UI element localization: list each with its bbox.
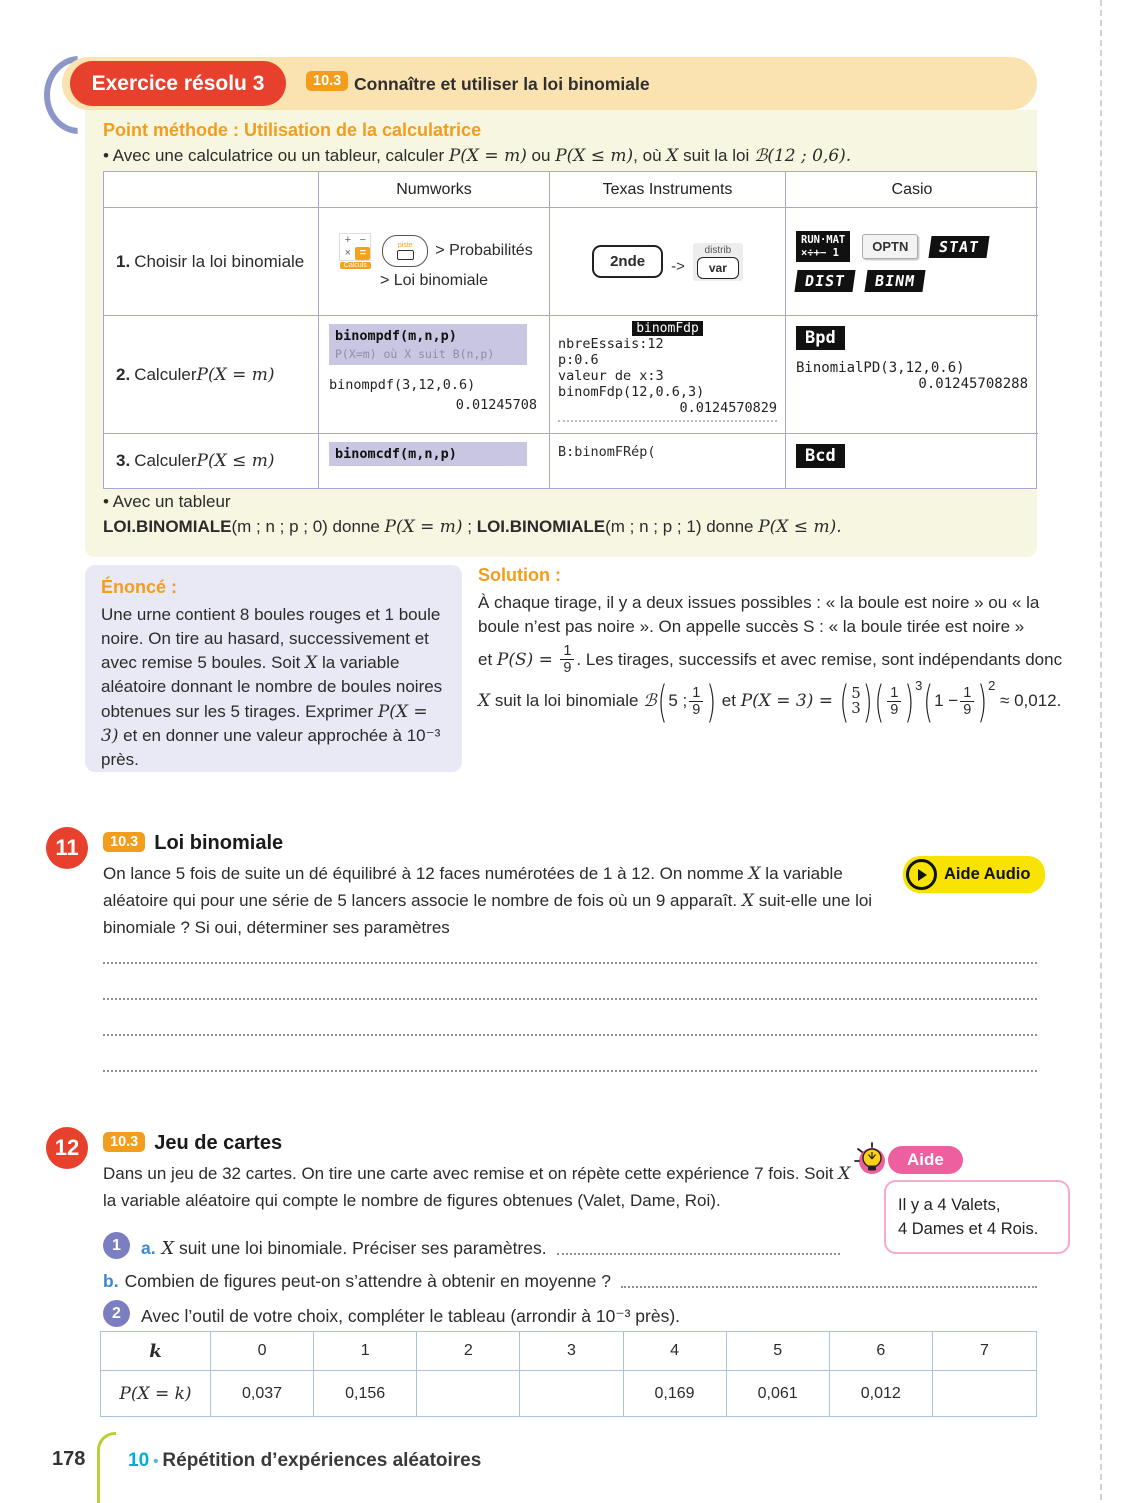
casio-bcd-badge: Bcd [796, 444, 845, 468]
solution-formula [478, 676, 1062, 727]
formula-math: P(X = 3) = [740, 691, 839, 712]
toolbox-box-glyph [397, 250, 414, 260]
enonce-text [101, 603, 446, 772]
play-triangle [918, 869, 927, 881]
fraction-1-9 [960, 685, 974, 718]
ex11-math: X [741, 890, 754, 911]
big-paren: ) [977, 676, 988, 727]
header-title: Connaître et utiliser la loi binomiale [354, 74, 650, 94]
formula-arg: 5 ; [668, 691, 688, 711]
p-value-cell: 0,037 [211, 1371, 314, 1416]
k-value-cell: 0 [211, 1332, 314, 1371]
k-header-cell: k [101, 1332, 211, 1371]
solution-paragraph-1: À chaque tirage, il y a deux issues possibles : « la boule est noire » ou « la boule n’est pas noire ». On appelle succès S : « la boule tirée est noire » [478, 593, 1040, 637]
question-b-text: Combien de figures peut-on s’attendre à obtenir en moyenne ? [124, 1271, 611, 1291]
spreadsheet-note-title: • Avec un tableur [103, 492, 231, 511]
exercise-11-title: Loi binomiale [154, 832, 284, 854]
big-paren: ) [862, 676, 873, 727]
probability-table [100, 1331, 1037, 1417]
solution-paragraph-2 [478, 643, 1063, 677]
big-paren: ( [657, 676, 668, 727]
row2-text: Calculer [134, 364, 197, 384]
intro-text: ou [526, 146, 556, 165]
intro-math: ℬ(12 ; 0,6). [753, 146, 852, 166]
exercise-12-text [103, 1161, 851, 1215]
row3-numworks-cell [319, 434, 550, 488]
row2-number: 2. [116, 364, 131, 384]
k-value-cell: 5 [727, 1332, 830, 1371]
row1-label [104, 208, 319, 316]
binom-bottom: 3 [851, 699, 861, 718]
fraction-1-9 [887, 685, 901, 718]
answer-line [103, 998, 1037, 1000]
exponent-2: 2 [988, 677, 996, 693]
enonce-seg: Une urne contient 8 boules rouges et 1 boule noire. On tire au hasard, successivement et avec remise 5 boules. Soit [101, 605, 441, 673]
answer-dotted-fill [557, 1253, 840, 1255]
casio-line-2 [796, 270, 1038, 292]
intro-text: , où [633, 146, 667, 165]
formula-text: (m ; n ; p ; 1) donne [605, 517, 759, 536]
ti-var-key-group [693, 243, 743, 281]
numworks-menu-path-1: > Probabilités [435, 242, 533, 259]
big-paren: ( [923, 676, 934, 727]
question-1-number: 1 [103, 1232, 130, 1259]
separator-dot: • [153, 1453, 159, 1470]
row3-math: P(X ≤ m) [196, 451, 275, 471]
k-value-cell: 6 [830, 1332, 933, 1371]
question-a-math: X [161, 1239, 175, 1259]
casio-stat-tab: STAT [929, 236, 990, 258]
casio-line-1 [796, 231, 1038, 262]
row1-number: 1. [116, 251, 131, 271]
formula-x: X [478, 691, 491, 712]
page-cut-dashed-line [1100, 0, 1102, 1500]
ti-screen-line: p:0.6 [558, 352, 599, 369]
ti-screen-title [558, 321, 777, 336]
answer-line [103, 1034, 1037, 1036]
formula-text: 1 − [934, 691, 959, 711]
formula-math: P(X = m) [384, 517, 463, 537]
enonce-seg: et en donner une valeur approchée à 10⁻³ près. [101, 725, 441, 769]
frac-num: 1 [689, 685, 703, 702]
row3-casio-cell [786, 434, 1038, 488]
question-1a-row [103, 1232, 840, 1259]
frac-num: 1 [960, 685, 974, 702]
k-value-cell: 7 [933, 1332, 1036, 1371]
lesson-badge: 10.3 [306, 71, 348, 91]
ti-distrib-label: distrib [704, 244, 732, 256]
p-label-cell: P(X = k) [101, 1371, 211, 1416]
formula-text: ; [462, 517, 477, 536]
table-header-empty [104, 172, 319, 208]
row1-text: Choisir la loi binomiale [134, 251, 305, 271]
equals-glyph: = [355, 247, 370, 260]
answer-line [103, 1070, 1037, 1072]
big-paren: ) [904, 676, 915, 727]
exercise-11-text [103, 861, 885, 942]
formula-result: ≈ 0,012. [995, 691, 1062, 711]
ex11-seg: suit-elle une loi binomiale ? Si oui, déterminer ses paramètres [103, 890, 873, 937]
frac-num: 1 [560, 643, 574, 660]
ti-screen-divider [558, 420, 777, 422]
exercise-11-number: 11 [46, 827, 88, 869]
formula-math: P(X ≤ m). [758, 517, 842, 537]
script-b: ℬ [643, 691, 657, 712]
ti-var-key: var [697, 257, 739, 279]
arrow-glyph: -> [671, 258, 685, 275]
casio-command: BinomialPD(3,12,0.6) [796, 360, 965, 376]
sol-text: et [478, 649, 497, 669]
ex12-seg: la variable aléatoire qui compte le nombre de figures obtenues (Valet, Dame, Roi). [103, 1190, 721, 1210]
intro-math: P(X = m) [448, 146, 527, 166]
exercise-resolved-pill [70, 61, 286, 106]
exercise-12-title: Jeu de cartes [154, 1132, 283, 1154]
calcs-app-label: Calculs [340, 262, 371, 269]
big-paren: ( [874, 676, 885, 727]
p-value-cell-empty [417, 1371, 520, 1416]
numworks-menu-path-2: > Loi binomiale [379, 272, 489, 289]
binomial-coefficient [851, 683, 861, 718]
row2-math: P(X = m) [196, 364, 275, 385]
aide-audio-button[interactable] [903, 856, 1045, 893]
footer-curve-line [97, 1432, 116, 1503]
lesson-badge: 10.3 [103, 832, 145, 852]
fraction-1-9 [689, 685, 703, 718]
frac-den: 9 [963, 701, 972, 718]
ti-screen-line: valeur de x:3 [558, 368, 664, 385]
plus-glyph: + [344, 234, 352, 246]
formula-text: suit la loi binomiale [490, 691, 644, 711]
ti-screen-line: binomFdp(12,0.6,3) [558, 384, 705, 401]
aide-label-pill: Aide [888, 1146, 963, 1174]
footer-chapter-title [128, 1450, 481, 1472]
table-header-ti: Texas Instruments [550, 172, 786, 208]
enonce-math: P(X = 3) [101, 701, 428, 746]
aide-hint-box [884, 1180, 1070, 1254]
numworks-steps [335, 233, 532, 269]
chapter-title: Répétition d’expériences aléatoires [162, 1450, 482, 1471]
binomfdp-title: binomFdp [632, 321, 703, 336]
row1-ti-cell [550, 208, 786, 316]
intro-math: P(X ≤ m) [555, 146, 634, 166]
numworks-highlight [329, 324, 527, 365]
casio-result: 0.01245708288 [918, 376, 1028, 392]
question-b-label: b. [103, 1271, 119, 1291]
answer-line [103, 962, 1037, 964]
exercise-12-number: 12 [46, 1127, 88, 1169]
row2-casio-cell [786, 316, 1038, 434]
ex11-seg: la variable aléatoire qui pour une série de 5 lancers associe le nombre de fois où un 9 apparaît. [103, 864, 843, 910]
row2-label [104, 316, 319, 434]
table-header-numworks: Numworks [319, 172, 550, 208]
k-value-cell: 2 [417, 1332, 520, 1371]
binompdf-hint: P(X=m) où X suit B(n,p) [335, 347, 495, 361]
row3-number: 3. [116, 451, 131, 470]
casio-optn-key: OPTN [862, 234, 918, 259]
exponent-3: 3 [915, 677, 923, 693]
row3-text: Calculer [134, 451, 197, 470]
aide-hint-line: 4 Dames et 4 Rois. [898, 1219, 1039, 1238]
numworks-calcs-app-icon [335, 233, 375, 269]
page-number: 178 [52, 1448, 86, 1470]
method-title: Point méthode : Utilisation de la calculatrice [103, 120, 482, 140]
intro-text: suit la loi [678, 146, 754, 165]
intro-math: X [666, 146, 679, 166]
casio-runmat-icon [796, 231, 850, 262]
frac-num: 1 [887, 685, 901, 702]
casio-bpd-badge: Bpd [796, 326, 845, 350]
ti-2nde-key: 2nde [592, 245, 663, 278]
loi-binomiale-bold: LOI.BINOMIALE [103, 517, 232, 536]
calc-grid-icon [339, 233, 371, 261]
question-2-text: Avec l’outil de votre choix, compléter le tableau (arrondir à 10⁻³ près). [141, 1306, 681, 1326]
frac-den: 9 [692, 701, 701, 718]
k-value-cell: 4 [624, 1332, 727, 1371]
lightbulb-svg [851, 1138, 893, 1180]
p-value-cell-empty [520, 1371, 623, 1416]
sol-text: . Les tirages, successifs et avec remise, sont indépendants donc [576, 649, 1063, 669]
lesson-badge: 10.3 [103, 1132, 145, 1152]
question-2-number: 2 [103, 1300, 130, 1327]
runmat-label: RUN·MAT [801, 233, 846, 246]
casio-binm-tab: BINM [865, 270, 926, 292]
solution-block [478, 565, 1063, 727]
frac-den: 9 [890, 701, 899, 718]
question-a-label: a. [141, 1238, 156, 1258]
toolbox-key-label: piste [397, 242, 413, 250]
exercise-resolved-label: Exercice résolu 3 [91, 71, 265, 95]
formula-text: et [717, 691, 741, 711]
sol-math: P(S) = [496, 649, 559, 670]
solution-title: Solution : [478, 565, 561, 585]
k-value-cell: 3 [520, 1332, 623, 1371]
enonce-box [85, 565, 462, 772]
question-2-row [103, 1300, 680, 1327]
binompdf-signature: binompdf(m,n,p) [335, 328, 457, 344]
big-paren: ( [839, 676, 850, 727]
formula-text: (m ; n ; p ; 0) donne [231, 517, 385, 536]
intro-text: • Avec une calculatrice ou un tableur, calculer [103, 146, 449, 165]
row3-ti-cell [550, 434, 786, 488]
exercise-12-header [103, 1132, 282, 1155]
method-intro [103, 146, 851, 166]
binomfrep-command: B:binomFRép( [558, 444, 656, 460]
calculator-table [103, 171, 1037, 489]
row3-label [104, 434, 319, 488]
question-1b-row [103, 1271, 1037, 1292]
loi-binomiale-bold: LOI.BINOMIALE [476, 517, 606, 536]
times-glyph: × [344, 247, 352, 259]
fraction-1-9 [560, 643, 574, 676]
binompdf-result: 0.01245708 [455, 397, 537, 413]
table-header-casio: Casio [786, 172, 1038, 208]
chapter-number: 10 [128, 1450, 150, 1471]
numworks-highlight [329, 442, 527, 466]
row1-numworks-cell [319, 208, 550, 316]
enonce-title: Énoncé : [101, 577, 178, 597]
p-value-cell: 0,061 [727, 1371, 830, 1416]
enonce-seg: la variable aléatoire donnant le nombre de boules noires obtenues sur les 5 tirages. Exprimer [101, 653, 443, 721]
ti-result: 0.0124570829 [679, 400, 777, 417]
binompdf-command: binompdf(3,12,0.6) [329, 377, 476, 393]
row1-casio-cell [786, 208, 1038, 316]
casio-dist-tab: DIST [794, 270, 855, 292]
p-value-cell-empty [933, 1371, 1036, 1416]
aide-audio-label: Aide Audio [944, 865, 1031, 883]
enonce-math: X [305, 653, 318, 674]
runmat-keys: ×÷+− 1 [801, 246, 839, 259]
p-value-cell: 0,169 [624, 1371, 727, 1416]
play-icon [906, 859, 937, 890]
spreadsheet-note-formula [103, 517, 842, 537]
binomcdf-signature: binomcdf(m,n,p) [335, 446, 457, 462]
exercise-11-header [103, 832, 283, 855]
p-value-cell: 0,012 [830, 1371, 933, 1416]
aide-hint-line: Il y a 4 Valets, [898, 1196, 1001, 1214]
row2-numworks-cell [319, 316, 550, 434]
ex11-seg: On lance 5 fois de suite un dé équilibré à 12 faces numérotées de 1 à 12. On nomme [103, 864, 749, 883]
toolbox-key-icon [382, 235, 428, 267]
ex12-math: X [838, 1164, 851, 1184]
k-value-cell: 1 [314, 1332, 417, 1371]
ex11-math: X [748, 864, 761, 884]
minus-glyph: − [359, 234, 367, 246]
binom-top: 5 [851, 683, 861, 702]
p-value-cell: 0,156 [314, 1371, 417, 1416]
row2-ti-cell [550, 316, 786, 434]
big-paren: ) [706, 676, 717, 727]
lightbulb-icon [851, 1138, 893, 1185]
ex12-seg: Dans un jeu de 32 cartes. On tire une carte avec remise et on répète cette expérience 7 fois. Soit [103, 1164, 839, 1183]
ti-screen-line: nbreEssais:12 [558, 336, 664, 353]
frac-den: 9 [563, 660, 572, 677]
answer-dotted-fill [621, 1286, 1037, 1288]
question-a-text: suit une loi binomiale. Préciser ses paramètres. [174, 1238, 547, 1258]
